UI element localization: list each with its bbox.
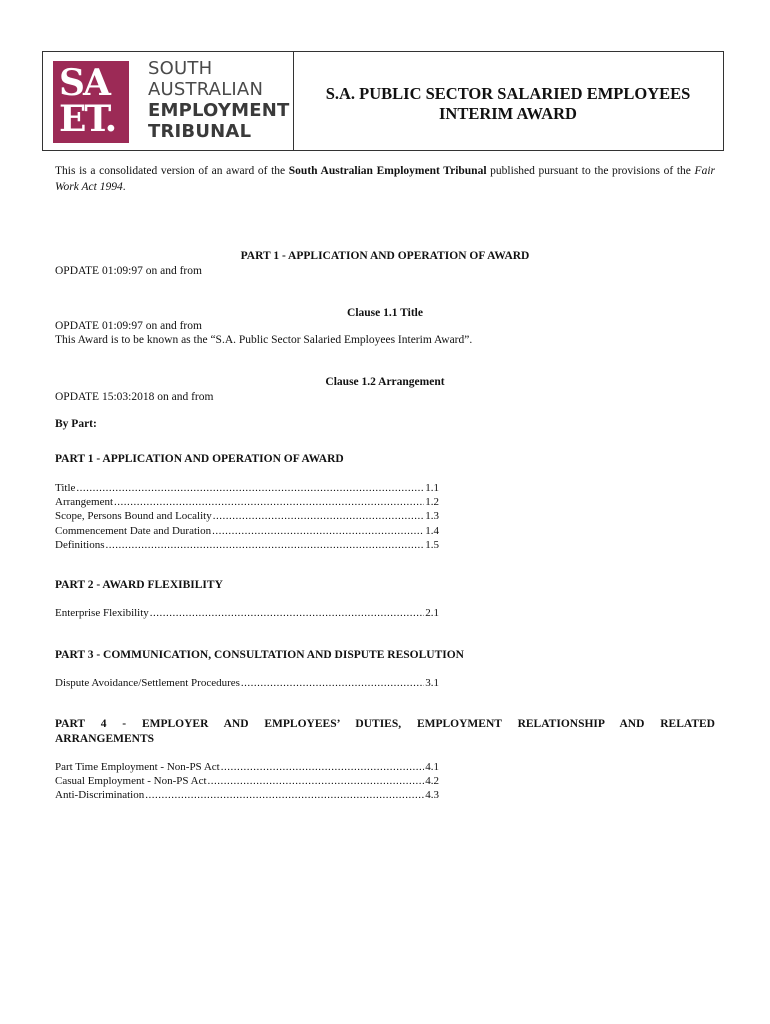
toc-leader-dots [221,760,425,774]
toc-part4-heading-line1: PART 4 - EMPLOYER AND EMPLOYEES’ DUTIES, EMPLOYMENT RELATIONSHIP AND RELATED [55,718,715,730]
clause-1-1-heading: Clause 1.1 Title [347,307,423,319]
toc-entry[interactable] [55,509,439,523]
toc-entry[interactable] [55,606,439,620]
award-title-line1: S.A. PUBLIC SECTOR SALARIED EMPLOYEES [325,84,691,103]
toc-part4-heading-line2: ARRANGEMENTS [55,733,155,745]
toc-entry[interactable] [55,774,439,788]
toc-entry-label: Title [55,482,76,494]
act-name: Fair Work Act 1994 [55,165,715,193]
part1-heading: PART 1 - APPLICATION AND OPERATION OF AWARD [240,250,530,262]
intro-text-middle: published pursuant to the provisions of the [486,165,695,177]
toc-entry-label: Dispute Avoidance/Settlement Procedures [55,677,240,689]
logo-mark-line1: SA [59,62,109,104]
by-part-label: By Part: [55,418,97,430]
toc-part3-heading: PART 3 - COMMUNICATION, CONSULTATION AND DISPUTE RESOLUTION [55,649,464,661]
award-title-line2: INTERIM AWARD [439,104,577,123]
toc-entry-label: Casual Employment - Non-PS Act [55,775,207,788]
saet-logo-text [148,58,289,142]
toc-leader-dots [76,481,424,495]
toc-entry-label: Commencement Date and Duration [55,524,212,537]
toc-entry[interactable] [55,538,439,552]
logo-mark-line2: ET. [59,98,116,140]
toc-entry[interactable] [55,481,439,495]
document-header [42,51,724,151]
logo-text-line: SOUTH [148,58,213,79]
clause-1-2-opdate: OPDATE 15:03:2018 on and from [55,391,214,403]
toc-leader-dots [208,774,425,788]
toc-entry[interactable] [55,495,439,509]
toc-leader-dots [213,509,425,523]
intro-text-after: . [122,181,126,193]
tribunal-name: South Australian Employment Tribunal [288,165,487,177]
toc-part1-list [55,481,439,552]
toc-entry-number: 1.4 [425,524,439,537]
toc-entry-label: Part Time Employment - Non-PS Act [55,761,220,773]
toc-entry-label: Definitions [55,538,105,551]
toc-leader-dots [114,495,424,509]
toc-entry-number: 4.3 [425,789,439,802]
toc-entry-label: Enterprise Flexibility [55,607,149,619]
toc-leader-dots [212,524,424,538]
saet-logo-mark [53,61,129,143]
toc-entry-number: 4.2 [425,775,439,788]
toc-entry-number: 1.2 [425,496,439,509]
toc-part2-list [55,606,439,620]
toc-entry[interactable] [55,788,439,802]
intro-text-before: This is a consolidated version of an award of the [55,165,289,177]
toc-entry-number: 1.3 [425,510,439,523]
clause-1-2-heading: Clause 1.2 Arrangement [325,376,445,388]
toc-entry-label: Arrangement [55,496,114,509]
toc-entry[interactable] [55,524,439,538]
toc-leader-dots [145,788,424,802]
toc-entry-label: Anti-Discrimination [55,789,145,802]
toc-entry-label: Scope, Persons Bound and Locality [55,510,212,523]
toc-leader-dots [150,606,424,620]
toc-leader-dots [106,538,425,552]
toc-entry[interactable] [55,676,439,690]
toc-part4-list [55,760,439,803]
clause-1-1-opdate: OPDATE 01:09:97 on and from [55,320,202,332]
toc-leader-dots [241,676,424,690]
toc-part4-heading [55,717,715,747]
toc-entry-number: 2.1 [425,607,439,619]
intro-paragraph [55,163,715,195]
clause-1-1-text: This Award is to be known as the “S.A. Public Sector Salaried Employees Interim Award”. [55,334,473,346]
logo-text-line: EMPLOYMENT [148,100,290,121]
toc-entry[interactable] [55,760,439,774]
logo-text-line: AUSTRALIAN [148,79,264,100]
part1-opdate: OPDATE 01:09:97 on and from [55,265,202,277]
toc-entry-number: 4.1 [425,761,439,773]
toc-part2-heading: PART 2 - AWARD FLEXIBILITY [55,579,223,591]
award-title [293,84,723,124]
toc-entry-number: 1.5 [425,538,439,551]
toc-entry-number: 3.1 [425,677,439,689]
toc-part3-list [55,676,439,690]
logo-text-line: TRIBUNAL [148,121,252,142]
toc-entry-number: 1.1 [425,482,439,494]
toc-part1-heading: PART 1 - APPLICATION AND OPERATION OF AWARD [55,453,344,465]
